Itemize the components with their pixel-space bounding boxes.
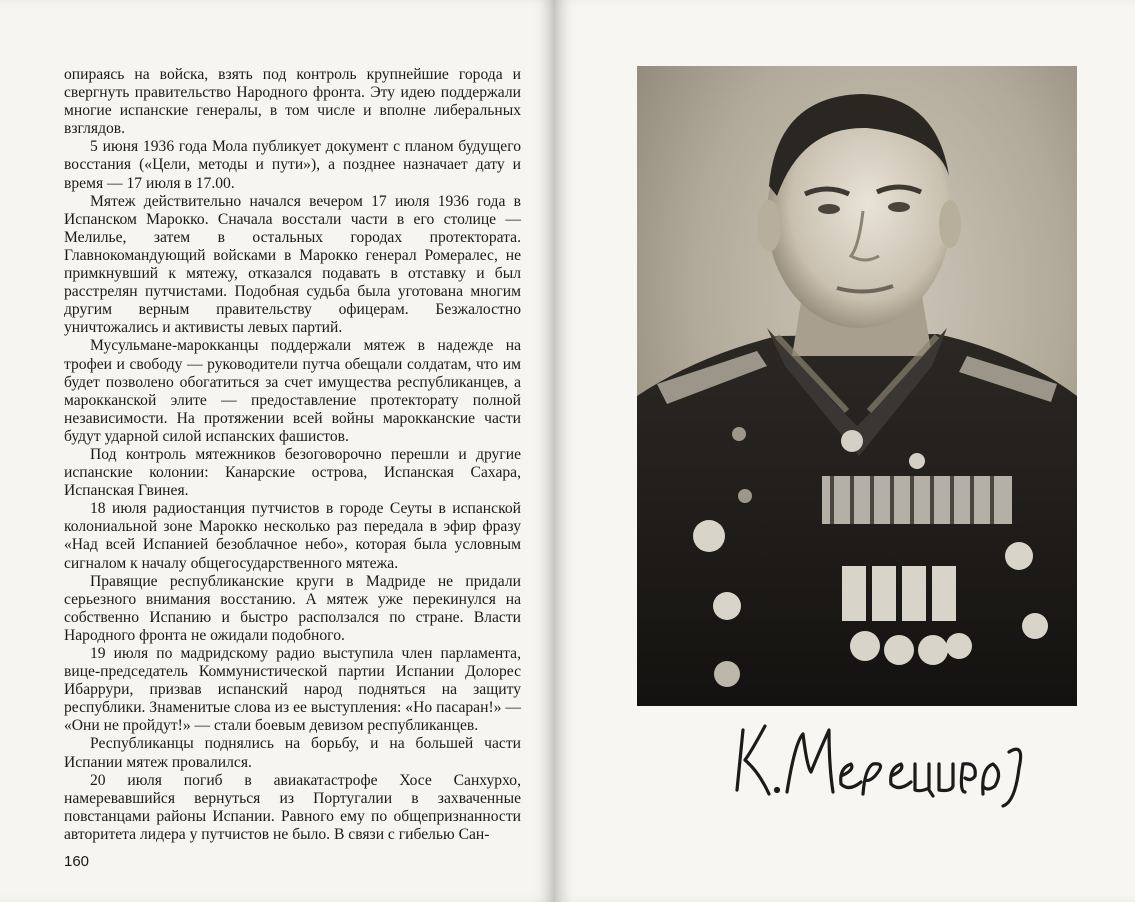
body-text [64, 66, 521, 844]
handwritten-signature-icon [725, 712, 1025, 812]
signature [725, 712, 1025, 812]
paragraph: 20 июля погиб в авиакатастрофе Хосе Санхурхо, намеревавшийся вернуться из Португалии в захваченные повстанцами районы Испании. Равного ему по общепризнанности авторитета лидера у путчистов не было. В связи с гибелью Сан- [64, 771, 521, 843]
page-number: 160 [64, 853, 90, 870]
paragraph: Правящие республиканские круги в Мадриде не придали серьезного внимания восстанию. А мятеж уже перекинулся на собственно Испанию и быстро расползался по стране. Власти Народного фронта не ожидали подобного. [64, 572, 521, 644]
paragraph: 18 июля радиостанция путчистов в городе Сеуты в испанской колониальной зоне Марокко несколько раз передала в эфир фразу «Над всей Испанией безоблачное небо», которая была условным сигналом к началу общегосударственного мятежа. [64, 500, 521, 572]
paragraph: 19 июля по мадридскому радио выступила член парламента, вице-председатель Коммунистической партии Испании Долорес Ибаррури, призвав испанский народ подняться на защиту республики. Знаменитые слова из ее выступления: «Но пасаран!» — «Они не пройдут!» — стали боевым девизом республиканцев. [64, 645, 521, 735]
portrait-photo [637, 66, 1077, 706]
paragraph: Мятеж действительно начался вечером 17 июля 1936 года в Испанском Марокко. Сначала восстали части в его столице — Мелилье, затем в остальных городах протектората. Главнокомандующий войсками в Марокко генерал Ромералес, не примкнувший к мятежу, отказался подавать в отставку и был расстрелян путчистами. Подобная судьба была уготована многим другим верным правительству офицерам. Безжалостно уничтожались и активисты левых партий. [64, 192, 521, 337]
paragraph: Республиканцы поднялись на борьбу, и на большей части Испании мятеж провалился. [64, 735, 521, 771]
paragraph: 5 июня 1936 года Мола публикует документ с планом будущего восстания («Цели, методы и пути»), а позднее назначает дату и время — 17 июля в 17.00. [64, 138, 521, 192]
portrait-photo-icon [637, 66, 1077, 706]
paragraph: опираясь на войска, взять под контроль крупнейшие города и свергнуть правительство Народного фронта. Эту идею поддержали многие испанские генералы, в том числе и вполне либеральных взглядов. [64, 66, 521, 138]
right-page [555, 0, 1135, 902]
left-page [0, 0, 555, 902]
paragraph: Мусульмане-марокканцы поддержали мятеж в надежде на трофеи и свободу — руководители путча обещали солдатам, что им будет позволено обогатиться за счет имущества республиканцев, а марокканской элите — предоставление протекторату полной независимости. На протяжении всей войны марокканские части будут ударной силой испанских фашистов. [64, 337, 521, 445]
paragraph: Под контроль мятежников безоговорочно перешли и другие испанские колонии: Канарские острова, Испанская Сахара, Испанская Гвинея. [64, 445, 521, 500]
